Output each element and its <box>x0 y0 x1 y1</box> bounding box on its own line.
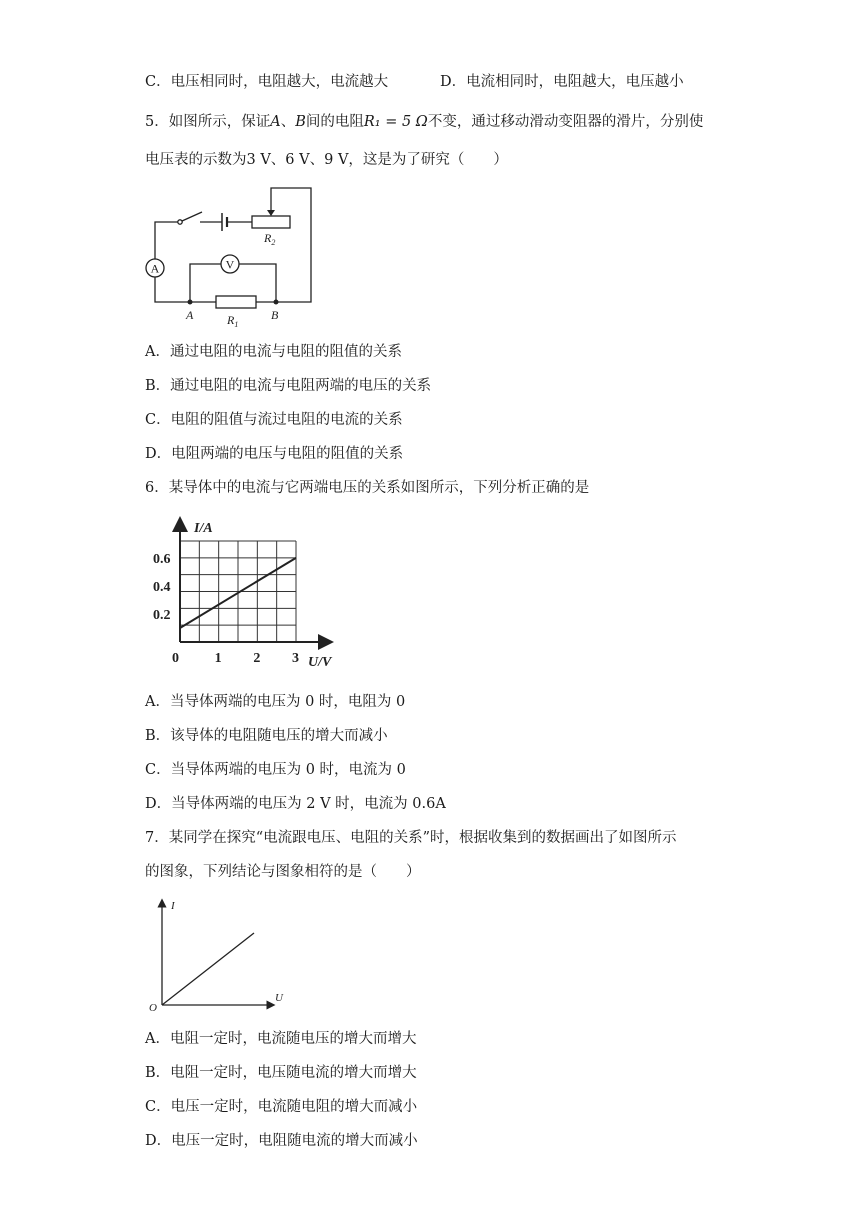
rheostat-r2 <box>252 216 290 228</box>
q5-option-b: B．通过电阻的电流与电阻两端的电压的关系 <box>145 378 432 394</box>
wire-top-left <box>155 222 178 260</box>
q7-stem-line1: 7．某同学在探究“电流跟电压、电阻的关系”时，根据收集到的数据画出了如图所示 <box>145 830 677 846</box>
q7-xlabel: U <box>275 992 283 1004</box>
q7-option-a: A．电阻一定时，电流随电压的增大而增大 <box>145 1031 417 1047</box>
voltmeter-label: V <box>225 257 235 272</box>
q5-stem-node-b: B <box>295 114 306 130</box>
q5-circuit-diagram <box>140 182 330 332</box>
q4-option-d: D．电流相同时，电阻越大，电压越小 <box>440 74 684 90</box>
q7-series-line <box>162 933 254 1005</box>
resistor-r1 <box>216 296 256 308</box>
q6-option-d: D．当导体两端的电压为 2 V 时，电流为 0.6A <box>145 796 446 812</box>
switch-contact <box>178 220 182 224</box>
q6-x-tick-label: 2 <box>253 651 261 666</box>
r2-label <box>263 231 275 247</box>
q6-option-b: B．该导体的电阻随电压的增大而减小 <box>145 728 388 744</box>
slider-arrowhead <box>267 210 275 216</box>
q5-stem-r1: R₁ = 5 Ω <box>363 114 428 130</box>
q7-option-d: D．电压一定时，电阻随电流的增大而减小 <box>145 1133 418 1149</box>
q6-option-a: A．当导体两端的电压为 0 时，电阻为 0 <box>145 694 406 710</box>
node-a-dot <box>188 300 193 305</box>
q6-option-c: C．当导体两端的电压为 0 时，电流为 0 <box>145 762 406 778</box>
q6-y-tick-label: 0.6 <box>153 551 171 567</box>
q6-grid <box>180 541 296 642</box>
q5-option-a: A．通过电阻的电流与电阻的阻值的关系 <box>145 344 402 360</box>
q7-ylabel: I <box>171 900 175 912</box>
q7-iu-chart <box>145 895 295 1015</box>
node-b-dot <box>274 300 279 305</box>
node-a-label: A <box>186 308 194 322</box>
q6-axes <box>180 520 330 642</box>
q5-stem-sep: 、 <box>280 114 296 130</box>
q5-option-d: D．电阻两端的电压与电阻的阻值的关系 <box>145 446 404 462</box>
q5-stem-node-a: A <box>270 114 281 130</box>
q5-stem-line2: 电压表的示数为3 V、6 V、9 V，这是为了研究（ ） <box>145 152 508 168</box>
q6-stem: 6．某导体中的电流与它两端电压的关系如图所示，下列分析正确的是 <box>145 480 590 496</box>
q6-x-tick-label: 1 <box>214 651 222 666</box>
q6-y-tick-label: 0.4 <box>153 579 171 595</box>
q5-stem-text-b: 间的电阻 <box>305 114 364 130</box>
q5-stem-text-a: 5．如图所示，保证 <box>145 114 271 130</box>
r2-subscript: 2 <box>271 238 276 247</box>
q6-x-tick-label: 3 <box>292 651 299 666</box>
r2-letter: R <box>264 231 272 245</box>
ammeter-label: A <box>150 261 160 276</box>
q7-stem-line2: 的图象，下列结论与图象相符的是（ ） <box>145 864 421 880</box>
q7-origin-label: O <box>149 1002 157 1014</box>
q4-option-c: C．电压相同时，电阻越大，电流越大 <box>145 74 389 90</box>
q5-stem-line1 <box>145 112 703 132</box>
q6-x-tick-label: 0 <box>172 651 179 666</box>
switch-blade <box>182 212 202 221</box>
q7-option-b: B．电阻一定时，电压随电流的增大而增大 <box>145 1065 417 1081</box>
q5-option-c: C．电阻的阻值与流过电阻的电流的关系 <box>145 412 403 428</box>
slider-wire <box>271 188 311 302</box>
r1-letter: R <box>227 313 235 327</box>
r1-label <box>226 313 238 329</box>
r1-subscript: 1 <box>234 320 239 329</box>
q6-ylabel: I/A <box>194 521 213 536</box>
q6-y-tick-label: 0.2 <box>153 607 171 623</box>
q5-stem-text-c: 不变，通过移动滑动变阻器的滑片，分别使 <box>427 114 704 130</box>
q6-xlabel: U/V <box>308 655 332 670</box>
q7-option-c: C．电压一定时，电流随电阻的增大而减小 <box>145 1099 418 1115</box>
node-b-label: B <box>271 308 279 322</box>
q6-iv-chart <box>150 512 345 672</box>
